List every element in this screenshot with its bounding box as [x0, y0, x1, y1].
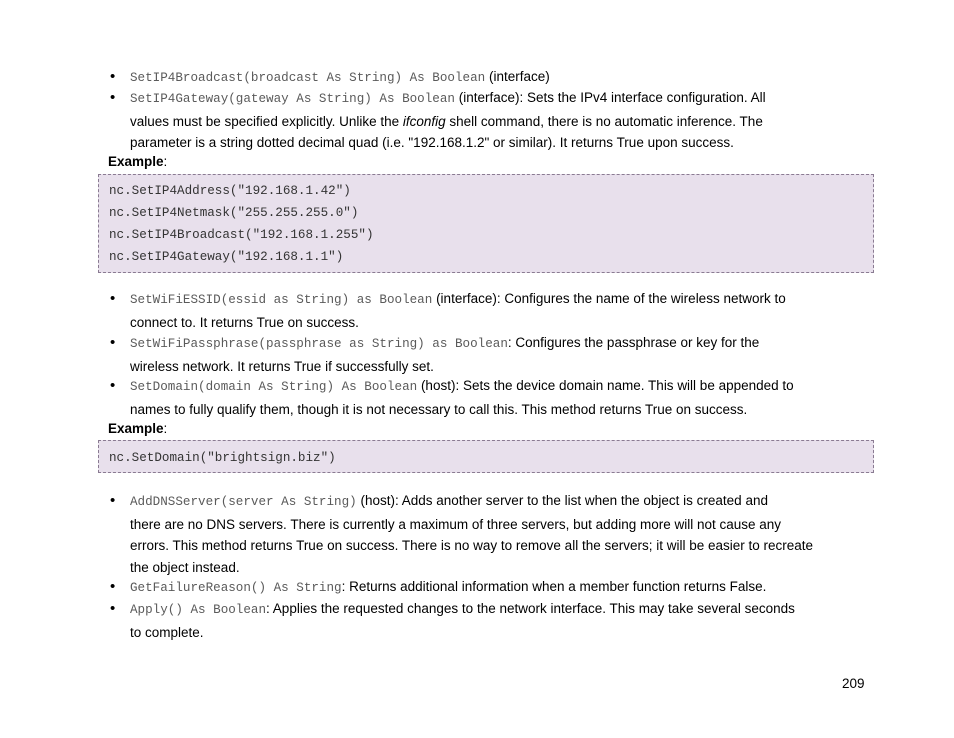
list-item: • SetDomain(domain As String) As Boolean (host): Sets the device domain name. This will be appended to names to fully qualify them, though it is not necessary to call this. This method returns True on success. — [130, 375, 868, 420]
code-line: nc.SetDomain("brightsign.biz") — [109, 451, 336, 465]
list-item: • AddDNSServer(server As String) (host): Adds another server to the list when the object is created and there are no DNS servers. There is currently a maximum of three servers, but adding more will not cause any errors. This method returns True on success. There is no way to remove all the servers; it will be easier to recreate the object instead. — [130, 490, 868, 578]
list-item: • SetIP4Broadcast(broadcast As String) As Boolean (interface) — [130, 66, 868, 90]
method-signature: SetIP4Gateway(gateway As String) As Boolean — [130, 92, 455, 106]
list-item: • SetIP4Gateway(gateway As String) As Boolean (interface): Sets the IPv4 interface configuration. All values must be specified explicitly. Unlike the ifconfig shell command, there is no automatic inference. The parameter is a string dotted decimal quad (i.e. "192.168.1.2" or similar). It returns True upon success. — [130, 87, 868, 154]
list-item: • Apply() As Boolean: Applies the requested changes to the network interface. This may take several seconds to complete. — [130, 598, 868, 643]
method-signature: SetWiFiESSID(essid as String) as Boolean — [130, 293, 433, 307]
code-line: nc.SetIP4Broadcast("192.168.1.255") — [109, 228, 374, 242]
example-label: Example: — [108, 154, 168, 169]
list-item: • SetWiFiPassphrase(passphrase as String) as Boolean: Configures the passphrase or key for the wireless network. It returns True if successfully set. — [130, 332, 868, 377]
code-block — [98, 174, 874, 273]
method-signature: Apply() As Boolean — [130, 603, 267, 617]
list-item: • GetFailureReason() As String: Returns additional information when a member function returns False. — [130, 576, 868, 600]
code-line: nc.SetIP4Netmask("255.255.255.0") — [109, 206, 359, 220]
method-signature: SetWiFiPassphrase(passphrase as String) as Boolean — [130, 337, 508, 351]
method-signature: GetFailureReason() As String — [130, 581, 342, 595]
code-line: nc.SetIP4Address("192.168.1.42") — [109, 184, 351, 198]
page-number: 209 — [842, 676, 865, 691]
code-block — [98, 440, 874, 473]
example-label: Example: — [108, 421, 168, 436]
code-line: nc.SetIP4Gateway("192.168.1.1") — [109, 250, 344, 264]
method-signature: AddDNSServer(server As String) — [130, 495, 357, 509]
method-signature: SetDomain(domain As String) As Boolean — [130, 380, 418, 394]
list-item: • SetWiFiESSID(essid as String) as Boolean (interface): Configures the name of the wireless network to connect to. It returns True on success. — [130, 288, 868, 333]
method-signature: SetIP4Broadcast(broadcast As String) As Boolean — [130, 71, 486, 85]
